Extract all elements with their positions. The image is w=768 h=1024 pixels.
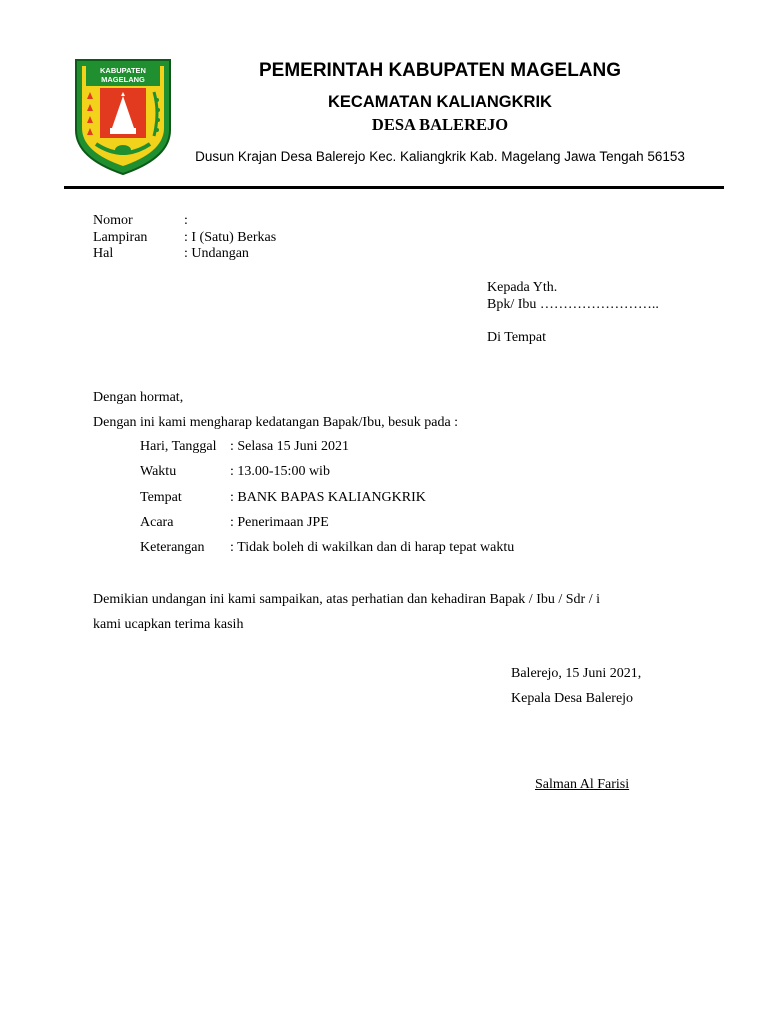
signature-place-date: Balerejo, 15 Juni 2021, xyxy=(511,666,642,681)
detail-label-note: Keterangan xyxy=(140,540,205,555)
detail-value-event: : Penerimaan JPE xyxy=(230,515,329,530)
logo-text-top: KABUPATEN xyxy=(100,66,146,75)
meta-label-hal: Hal xyxy=(93,246,114,261)
greeting: Dengan hormat, xyxy=(93,390,184,405)
detail-value-time: : 13.00-15:00 wib xyxy=(230,464,330,479)
meta-value-hal: : Undangan xyxy=(184,246,249,261)
logo-text-bottom: MAGELANG xyxy=(101,75,145,84)
closing-line-2: kami ucapkan terima kasih xyxy=(93,617,244,632)
meta-value-lampiran: : I (Satu) Berkas xyxy=(184,230,277,245)
letterhead-government: PEMERINTAH KABUPATEN MAGELANG xyxy=(258,60,622,81)
letterhead-district: KECAMATAN KALIANGKRIK xyxy=(328,93,552,111)
letterhead-divider xyxy=(64,186,724,189)
detail-label-event: Acara xyxy=(140,515,174,530)
detail-label-place: Tempat xyxy=(140,490,182,505)
meta-label-lampiran: Lampiran xyxy=(93,230,148,245)
recipient-place: Di Tempat xyxy=(487,330,547,345)
detail-label-date: Hari, Tanggal xyxy=(140,439,217,454)
kabupaten-magelang-emblem xyxy=(74,58,172,176)
closing-line-1: Demikian undangan ini kami sampaikan, atas perhatian dan kehadiran Bapak / Ibu / Sdr / i xyxy=(93,592,600,607)
letterhead-address: Dusun Krajan Desa Balerejo Kec. Kaliangkrik Kab. Magelang Jawa Tengah 56153 xyxy=(195,149,685,164)
detail-label-time: Waktu xyxy=(140,464,177,479)
detail-value-note: : Tidak boleh di wakilkan dan di harap tepat waktu xyxy=(230,540,515,555)
signature-name: Salman Al Farisi xyxy=(535,777,630,792)
detail-value-date: : Selasa 15 Juni 2021 xyxy=(230,439,349,454)
recipient-name: Bpk/ Ibu …………………….. xyxy=(487,297,659,312)
detail-value-place: : BANK BAPAS KALIANGKRIK xyxy=(230,490,426,505)
meta-value-nomor: : xyxy=(184,213,188,228)
recipient-salutation: Kepada Yth. xyxy=(487,280,558,295)
meta-label-nomor: Nomor xyxy=(93,213,133,228)
letterhead-village: DESA BALEREJO xyxy=(371,115,509,134)
signature-title: Kepala Desa Balerejo xyxy=(511,691,634,706)
intro-text: Dengan ini kami mengharap kedatangan Bapak/Ibu, besuk pada : xyxy=(93,415,459,430)
